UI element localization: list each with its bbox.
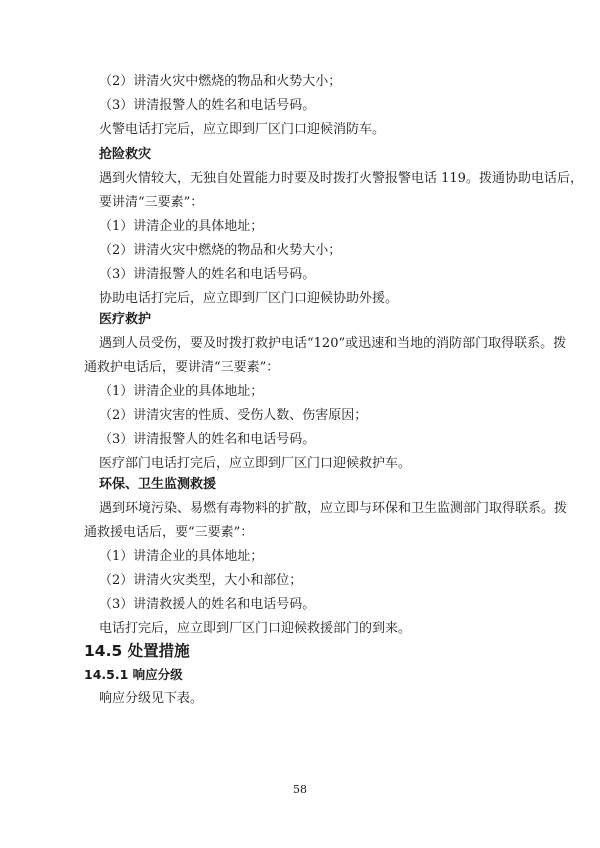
subsection-heading-14-5-1: 14.5.1 响应分级	[84, 667, 183, 682]
heading-rescue: 抢险救灾	[99, 147, 152, 162]
paragraph-fire-call-end: 火警电话打完后，应立即到厂区门口迎候消防车。	[99, 122, 386, 137]
list-item-2: （2）讲清火灾类型，大小和部位；	[99, 573, 303, 588]
paragraph-response-levels: 响应分级见下表。	[99, 691, 204, 706]
list-item-1: （1）讲清企业的具体地址；	[99, 219, 264, 234]
paragraph-environment-cont: 通救援电话后，要“三要素”：	[84, 525, 254, 540]
paragraph-assist-call-end: 协助电话打完后，应立即到厂区门口迎候协助外援。	[99, 291, 399, 306]
list-item-1: （1）讲清企业的具体地址；	[99, 384, 264, 399]
list-item-3: （3）讲清报警人的姓名和电话号码。	[99, 432, 316, 447]
list-item-1: （1）讲清企业的具体地址；	[99, 549, 264, 564]
heading-environment: 环保、卫生监测救援	[99, 477, 217, 492]
paragraph-medical-call-end: 医疗部门电话打完后，应立即到厂区门口迎候救护车。	[99, 456, 412, 471]
list-item-3: （3）讲清救援人的姓名和电话号码。	[99, 597, 316, 612]
paragraph-medical-cont: 通救护电话后，要讲清“三要素”：	[84, 360, 280, 375]
paragraph-environment: 遇到环境污染、易燃有毒物料的扩散，应立即与环保和卫生监测部门取得联系。拨	[99, 501, 568, 516]
page-number: 58	[293, 783, 307, 796]
paragraph-rescue-cont: 要讲清“三要素”：	[99, 195, 204, 210]
section-heading-14-5: 14.5 处置措施	[84, 642, 190, 660]
paragraph-environment-call-end: 电话打完后，应立即到厂区门口迎候救援部门的到来。	[99, 621, 412, 636]
paragraph-medical: 遇到人员受伤，要及时拨打救护电话“120”或迅速和当地的消防部门取得联系。拨	[99, 336, 567, 351]
heading-medical: 医疗救护	[99, 312, 152, 327]
list-item-2: （2）讲清灾害的性质、受伤人数、伤害原因；	[99, 408, 368, 423]
paragraph-rescue: 遇到火情较大，无独自处置能力时要及时拨打火警报警电话 119。拨通协助电话后，	[99, 171, 583, 186]
list-item-2: （2）讲清火灾中燃烧的物品和火势大小；	[99, 74, 342, 89]
list-item-2: （2）讲清火灾中燃烧的物品和火势大小；	[99, 243, 342, 258]
list-item-3: （3）讲清报警人的姓名和电话号码。	[99, 98, 316, 113]
list-item-3: （3）讲清报警人的姓名和电话号码。	[99, 267, 316, 282]
